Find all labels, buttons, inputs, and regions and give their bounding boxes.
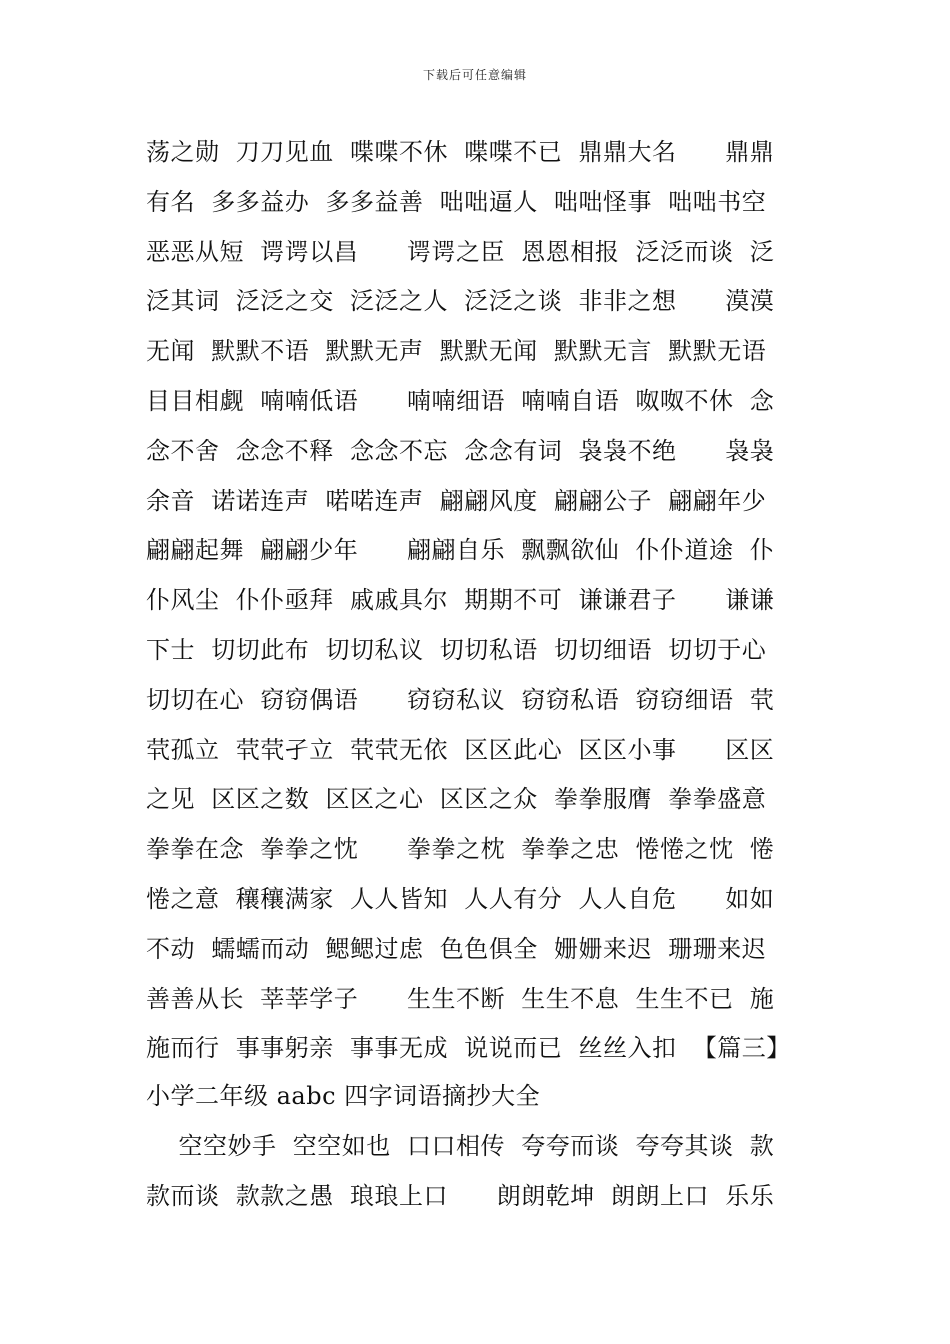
- text-line: 泛其词 泛泛之交 泛泛之人 泛泛之谈 非非之想 漠漠: [146, 287, 775, 316]
- text-line: 念不舍 念念不释 念念不忘 念念有词 袅袅不绝 袅袅: [146, 436, 775, 465]
- document-body: [146, 128, 816, 1222]
- text-line: 之见 区区之数 区区之心 区区之众 拳拳服膺 拳拳盛意: [146, 785, 767, 814]
- text-line: 施而行 事事躬亲 事事无成 说说而已 丝丝入扣 【篇三】: [146, 1034, 791, 1063]
- text-line: 善善从长 莘莘学子 生生不断 生生不息 生生不已 施: [146, 984, 775, 1013]
- text-line: 恶恶从短 谔谔以昌 谔谔之臣 恩恩相报 泛泛而谈 泛: [146, 237, 775, 266]
- text-line: 荡之勋 刀刀见血 喋喋不休 喋喋不已 鼎鼎大名 鼎鼎: [146, 138, 775, 166]
- text-line: 空空妙手 空空如也 口口相传 夸夸而谈 夸夸其谈 款: [146, 1132, 775, 1161]
- text-line: 切切在心 窃窃偶语 窃窃私议 窃窃私语 窃窃细语 茕: [146, 685, 775, 714]
- text-line: 茕孤立 茕茕孑立 茕茕无依 区区此心 区区小事 区区: [146, 735, 775, 764]
- text-line: 拳拳在念 拳拳之忱 拳拳之枕 拳拳之忠 惓惓之忱 惓: [146, 835, 775, 864]
- text-line: 款而谈 款款之愚 琅琅上口 朗朗乾坤 朗朗上口 乐乐: [146, 1181, 775, 1210]
- page-header: 下载后可任意编辑: [422, 68, 527, 82]
- text-line: 下士 切切此布 切切私议 切切私语 切切细语 切切于心: [146, 635, 767, 664]
- text-line: 惓之意 穰穰满家 人人皆知 人人有分 人人自危 如如: [146, 884, 775, 913]
- section-title: 小学二年级 aabc 四字词语摘抄大全: [146, 1082, 541, 1111]
- text-line: 有名 多多益办 多多益善 咄咄逼人 咄咄怪事 咄咄书空: [146, 187, 767, 216]
- text-line: 目目相觑 喃喃低语 喃喃细语 喃喃自语 呶呶不休 念: [146, 386, 775, 415]
- text-line: 仆风尘 仆仆亟拜 戚戚具尔 期期不可 谦谦君子 谦谦: [146, 586, 775, 615]
- text-line: 不动 蠕蠕而动 鳃鳃过虑 色色俱全 姗姗来迟 珊珊来迟: [146, 934, 767, 963]
- text-line: 翩翩起舞 翩翩少年 翩翩自乐 飘飘欲仙 仆仆道途 仆: [146, 536, 775, 565]
- text-line: 无闻 默默不语 默默无声 默默无闻 默默无言 默默无语: [146, 337, 767, 366]
- text-line: 余音 诺诺连声 喏喏连声 翩翩风度 翩翩公子 翩翩年少: [146, 486, 767, 515]
